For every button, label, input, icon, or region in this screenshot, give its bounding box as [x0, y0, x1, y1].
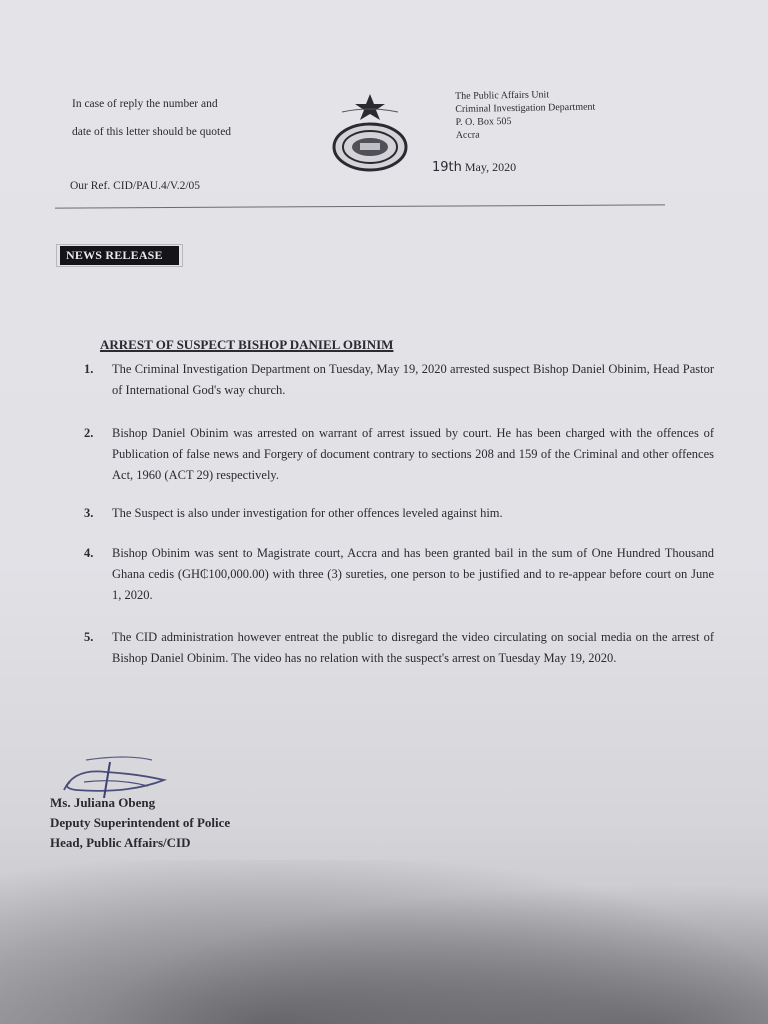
item-text: The CID administration however entreat the public to disregard the video circulating on social media on the arrest of Bishop Daniel Obinim. The video has no relation with the suspect's arrest on Tuesday May 19, 2020.: [112, 630, 714, 665]
item-number: 1.: [84, 362, 94, 376]
address-line: Accra: [455, 129, 480, 141]
date-month-year: May, 2020: [464, 160, 517, 174]
address-line: Criminal Investigation Department: [455, 101, 596, 115]
sender-address: [455, 88, 596, 142]
reply-note-line2: date of this letter should be quoted: [72, 126, 232, 138]
reply-note: [72, 90, 302, 146]
item-text: Bishop Obinim was sent to Magistrate court, Accra and has been granted bail in the sum of One Hundred Thousand Ghana cedis (GH₵100,000.00) with three (3) sureties, one person to be justified and to re-appear before court on June 1, 2020.: [112, 546, 714, 602]
item-text: The Criminal Investigation Department on Tuesday, May 19, 2020 arrested suspect Bishop Daniel Obinim, Head Pastor of International God's way church.: [112, 362, 714, 397]
address-line: P. O. Box 505: [455, 116, 512, 128]
item-number: 4.: [84, 546, 94, 560]
signatory-office: Head, Public Affairs/CID: [50, 835, 191, 850]
signatory-title: Deputy Superintendent of Police: [50, 815, 231, 830]
date-day-handwritten: 19th: [432, 160, 462, 175]
list-item: [84, 359, 714, 401]
item-number: 5.: [84, 630, 94, 644]
headline: ARREST OF SUSPECT BISHOP DANIEL OBINIM: [100, 337, 394, 352]
news-release-label: NEWS RELEASE: [60, 246, 179, 265]
letter-date: [432, 160, 516, 175]
photo-shadow: [0, 860, 768, 1024]
header-divider: [55, 204, 665, 208]
list-item: [84, 423, 714, 486]
item-number: 2.: [84, 426, 94, 440]
signatory-name: Ms. Juliana Obeng: [50, 795, 156, 810]
our-reference: Our Ref. CID/PAU.4/V.2/05: [70, 180, 201, 192]
list-item: [84, 627, 714, 669]
reply-note-line1: In case of reply the number and: [72, 98, 218, 110]
address-line: The Public Affairs Unit: [455, 89, 550, 102]
news-release-box: [56, 244, 183, 267]
coat-of-arms-emblem-icon: [330, 92, 410, 172]
list-item: [84, 543, 714, 606]
item-text: The Suspect is also under investigation for other offences leveled against him.: [112, 506, 503, 520]
signature-block: [50, 793, 230, 853]
item-text: Bishop Daniel Obinim was arrested on warrant of arrest issued by court. He has been charged with the offences of Publication of false news and Forgery of document contrary to sections 208 and 159 of the Criminal and other offences Act, 1960 (ACT 29) respectively.: [112, 426, 714, 482]
item-number: 3.: [84, 506, 94, 520]
list-item: [84, 503, 714, 524]
